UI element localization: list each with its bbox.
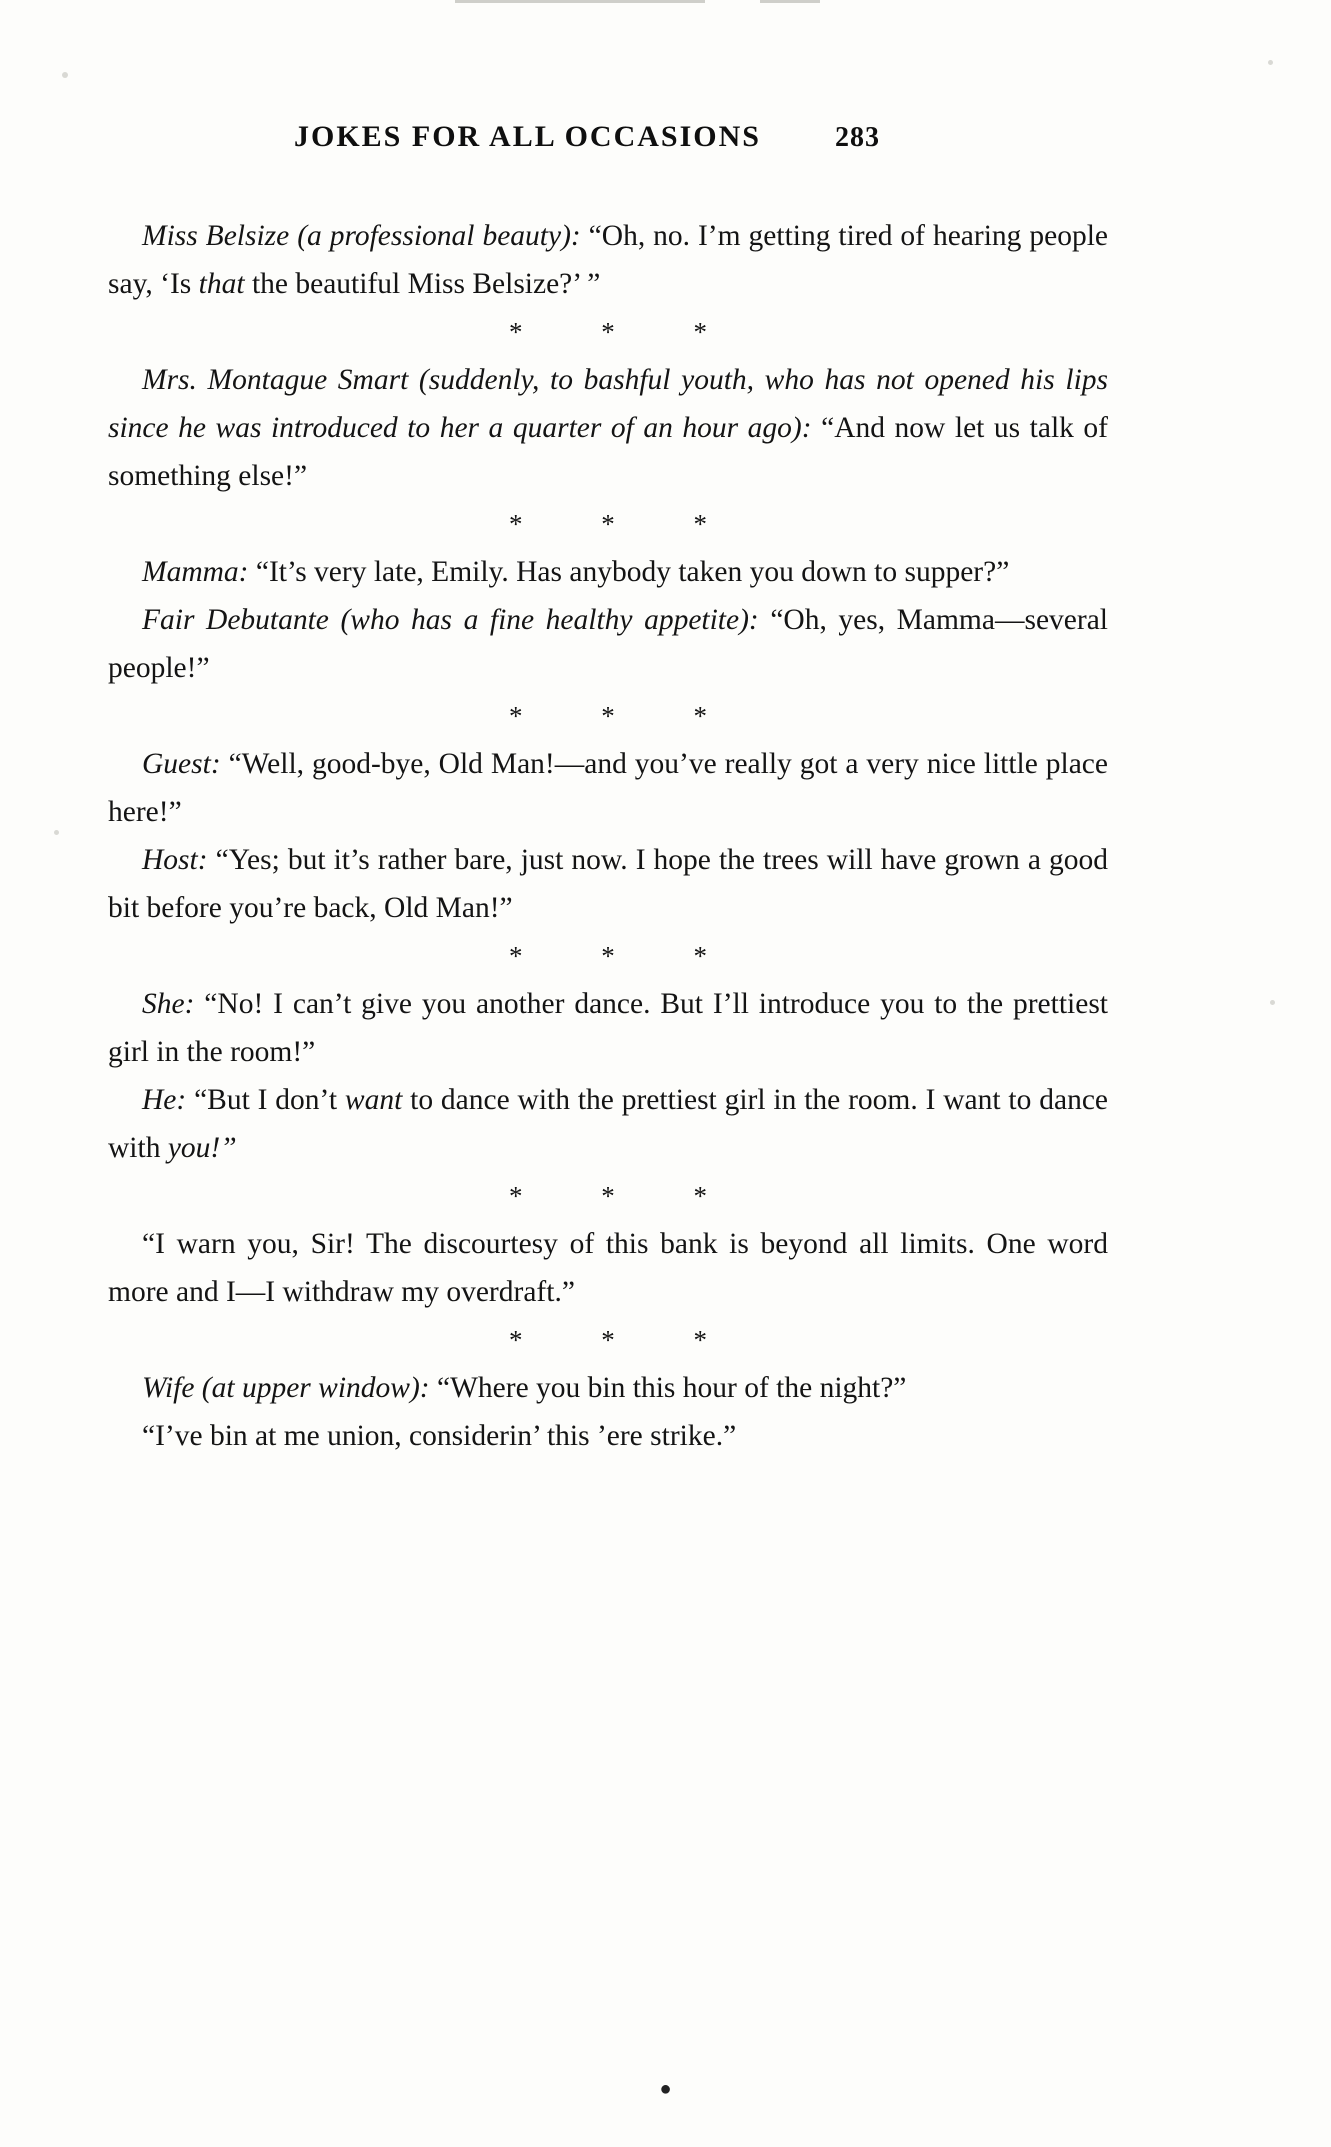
roman-text: “No! I can’t give you another dance. But I’ll introduce you to the prettiest girl in the room!” xyxy=(108,988,1108,1068)
italic-text: Wife (at upper window): xyxy=(142,1372,430,1404)
joke-paragraph xyxy=(108,980,1108,1076)
joke-block xyxy=(108,980,1108,1172)
joke-paragraph xyxy=(108,836,1108,932)
joke-paragraph xyxy=(108,1412,1108,1460)
section-separator: * * * xyxy=(509,941,743,971)
scan-edge-artifact xyxy=(760,0,820,3)
scan-speck xyxy=(1270,1000,1275,1005)
joke-block xyxy=(108,740,1108,932)
joke-block xyxy=(108,1220,1108,1316)
section-separator: * * * xyxy=(509,1181,743,1211)
roman-text: “Well, good-bye, Old Man!—and you’ve really got a very nice little place here!” xyxy=(108,748,1108,828)
roman-text: “Oh, no. I’m getting tired of hearing people say, ‘Is xyxy=(108,220,1108,300)
joke-paragraph xyxy=(108,740,1108,836)
page-number: 283 xyxy=(834,122,880,153)
section-separator: * * * xyxy=(509,509,743,539)
page-title: JOKES FOR ALL OCCASIONS xyxy=(294,120,761,153)
joke-block xyxy=(108,1364,1108,1460)
joke-paragraph xyxy=(108,1364,1108,1412)
italic-text: She: xyxy=(142,988,195,1020)
roman-text: “Oh, yes, Mamma—several people!” xyxy=(108,604,1109,684)
scan-speck xyxy=(54,830,59,835)
section-separator: * * * xyxy=(509,701,743,731)
italic-text: want xyxy=(344,1084,403,1116)
roman-text: “I’ve bin at me union, considerin’ this ’ere strike.” xyxy=(142,1420,737,1452)
roman-text: to dance with the prettiest girl in the room. I want to dance with xyxy=(108,1084,1109,1164)
italic-text: He: xyxy=(142,1084,187,1116)
italic-text: Mrs. Montague Smart (suddenly, to bashful youth, who has not opened his lips since he was introduced to her a quarter of an hour ago): xyxy=(108,364,1108,444)
italic-text: that xyxy=(198,268,245,300)
running-head xyxy=(294,120,1108,154)
roman-text: “Where you bin this hour of the night?” xyxy=(429,1372,907,1404)
roman-text: “It’s very late, Emily. Has anybody taken you down to supper?” xyxy=(248,556,1010,588)
jokes-list xyxy=(108,212,1108,1460)
roman-text: “But I don’t xyxy=(186,1084,345,1116)
section-separator: * * * xyxy=(509,317,743,347)
joke-paragraph xyxy=(108,548,1108,596)
italic-text: Guest: xyxy=(142,748,221,780)
italic-text: Mamma: xyxy=(142,556,249,588)
italic-text: Host: xyxy=(142,844,208,876)
joke-paragraph xyxy=(108,1220,1108,1316)
joke-block xyxy=(108,356,1108,500)
joke-paragraph xyxy=(108,212,1108,308)
roman-text: “I warn you, Sir! The discourtesy of this bank is beyond all limits. One word more and I—I withdraw my overdraft.” xyxy=(108,1228,1108,1308)
joke-block xyxy=(108,548,1108,692)
scan-speck xyxy=(1268,60,1273,65)
page-content xyxy=(108,120,1108,1462)
roman-text: the beautiful Miss Belsize?’ ” xyxy=(244,268,601,300)
scan-speck xyxy=(62,72,68,78)
italic-text: you!” xyxy=(167,1132,237,1164)
joke-paragraph xyxy=(108,596,1108,692)
roman-text: “Yes; but it’s rather bare, just now. I hope the trees will have grown a good bit before you’re back, Old Man!” xyxy=(108,844,1108,924)
joke-paragraph xyxy=(108,1076,1108,1172)
section-separator: * * * xyxy=(509,1325,743,1355)
italic-text: Fair Debutante (who has a fine healthy appetite): xyxy=(142,604,759,636)
bottom-page-mark: ● xyxy=(659,2078,672,2100)
joke-block xyxy=(108,212,1108,308)
italic-text: Miss Belsize (a professional beauty): xyxy=(142,220,581,252)
roman-text: “And now let us talk of something else!” xyxy=(108,412,1108,492)
joke-paragraph xyxy=(108,356,1108,500)
scan-edge-artifact xyxy=(455,0,705,3)
